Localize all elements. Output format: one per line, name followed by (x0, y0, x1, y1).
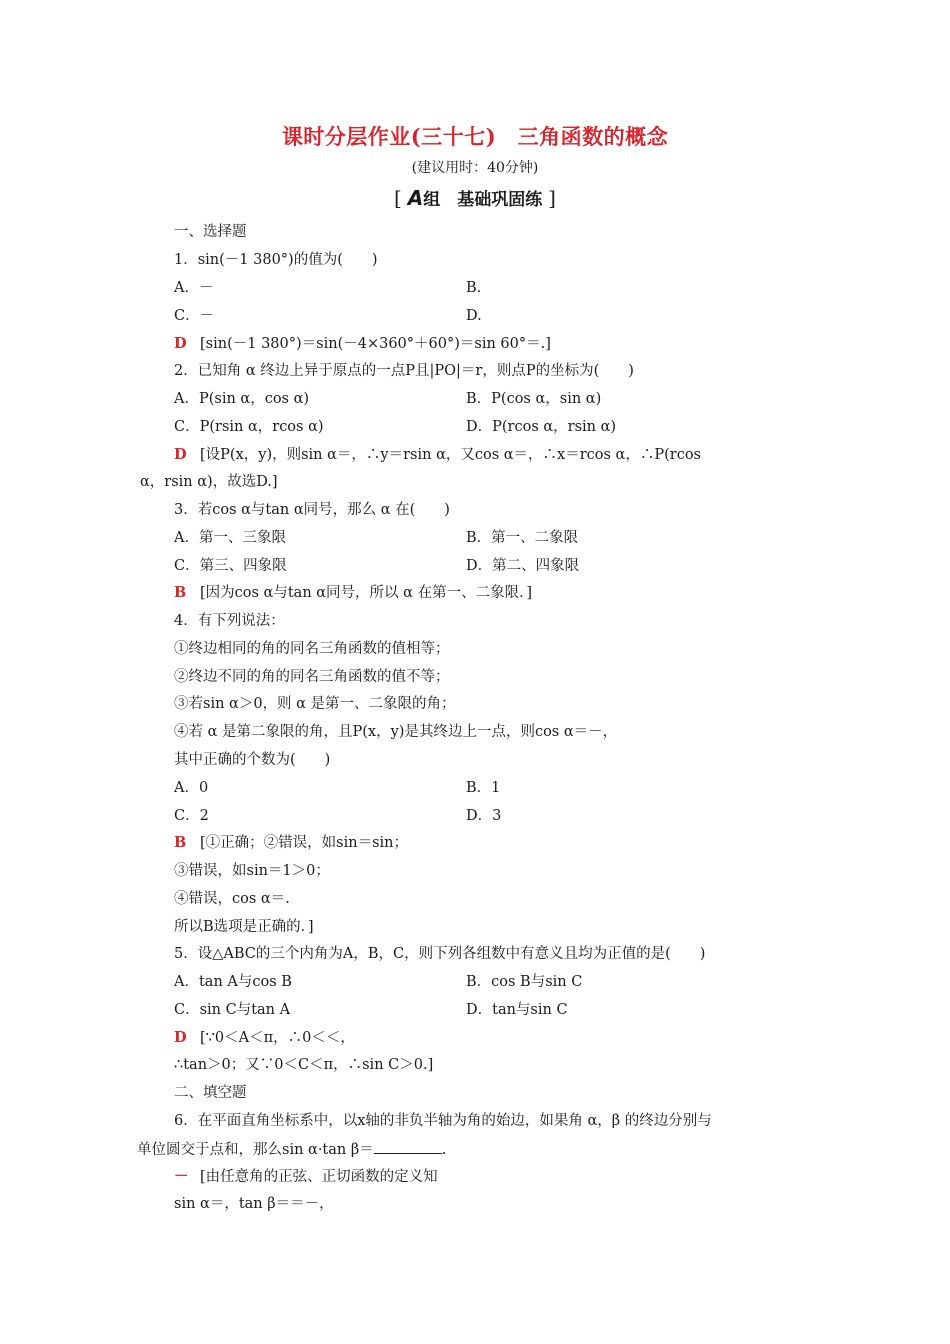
q4-explanation-line1: [①正确；②错误，如sin＝sin； (200, 835, 408, 851)
q6-explanation-line1: [由任意角的正弦、正切函数的定义知 (200, 1169, 438, 1185)
q4-statement-2: ②终边不同的角的同名三角函数的值不等； (174, 669, 450, 685)
q6-stem-line1: 6．在平面直角坐标系中，以x轴的非负半轴为角的始边，如果角 α，β 的终边分别与 (174, 1113, 712, 1129)
group-mark: A (407, 186, 424, 210)
q6-answer: － (174, 1168, 189, 1185)
q5-option-d: D．tan与sin C (466, 1002, 568, 1018)
q6-stem-end: . (441, 1142, 447, 1158)
q4-option-b: B．1 (466, 780, 501, 796)
q5-option-c: C．sin C与tan A (174, 1002, 291, 1018)
q6-stem-line2 (137, 1139, 446, 1160)
q2-option-c: C．P(rsin α，rcos α) (174, 419, 324, 435)
q6-explanation-line2: sin α＝，tan β＝＝－， (174, 1196, 334, 1212)
q3-option-a: A．第一、三象限 (174, 530, 286, 546)
q4-explanation-line3: ④错误，cos α＝. (174, 891, 290, 907)
section-heading-choice: 一、选择题 (174, 224, 247, 240)
q5-solution (174, 1028, 355, 1048)
q5-answer: D (174, 1029, 187, 1046)
q2-explanation-line2: α，rsin α)，故选D.] (140, 474, 278, 490)
group-bracket-left: [ (394, 186, 402, 210)
q4-explanation-line2: ③错误，如sin＝1＞0； (174, 863, 330, 879)
group-bracket-right: ] (548, 186, 556, 210)
q4-explanation-line4: 所以B选项是正确的．] (174, 919, 314, 935)
q1-option-b: B. (466, 280, 482, 296)
q1-answer: D (174, 335, 187, 352)
q1-explanation: [sin(－1 380°)＝sin(－4×360°＋60°)＝sin 60°＝.] (200, 336, 551, 352)
q4-stem: 4．有下列说法： (174, 613, 285, 629)
q3-explanation: [因为cos α与tan α同号，所以 α 在第一、二象限．] (200, 585, 532, 601)
q6-stem-text: 单位圆交于点和，那么sin α·tan β＝ (137, 1142, 374, 1158)
page-title: 课时分层作业(三十七) 三角函数的概念 (281, 124, 669, 149)
q5-option-b: B．cos B与sin C (466, 974, 583, 990)
q1-solution (174, 334, 551, 354)
q5-stem: 5．设△ABC的三个内角为A，B，C，则下列各组数中有意义且均为正值的是( ) (174, 946, 706, 962)
q2-answer: D (174, 446, 187, 463)
q3-solution (174, 583, 532, 603)
q4-statement-1: ①终边相同的角的同名三角函数的值相等； (174, 641, 450, 657)
q4-solution (174, 833, 408, 853)
q4-answer: B (174, 834, 187, 851)
q5-explanation-line1: [∵0＜A＜π，∴0＜＜， (200, 1030, 355, 1046)
q1-option-d: D. (466, 308, 482, 324)
group-label: 组 基础巩固练 (423, 190, 543, 210)
q4-statement-4: ④若 α 是第二象限的角，且P(x，y)是其终边上一点，则cos α＝－， (174, 724, 618, 740)
q4-statement-3: ③若sin α＞0，则 α 是第一、二象限的角； (174, 696, 456, 712)
q2-option-b: B．P(cos α，sin α) (466, 391, 602, 407)
q4-option-a: A．0 (174, 780, 209, 796)
q2-solution (174, 445, 701, 465)
q3-stem: 3．若cos α与tan α同号，那么 α 在( ) (174, 502, 450, 518)
q2-option-d: D．P(rcos α，rsin α) (466, 419, 617, 435)
q2-stem: 2．已知角 α 终边上异于原点的一点P且|PO|＝r，则点P的坐标为( ) (174, 363, 634, 379)
q4-ask: 其中正确的个数为( ) (174, 752, 331, 768)
q5-explanation-line2: ∴tan＞0；又∵0＜C＜π，∴sin C＞0.] (174, 1057, 434, 1073)
q2-explanation-line1: [设P(x，y)，则sin α＝，∴y＝rsin α，又cos α＝，∴x＝rcos α，∴P(rcos (200, 447, 701, 463)
q4-option-c: C．2 (174, 808, 209, 824)
q1-option-c: C．－ (174, 308, 215, 324)
q3-answer: B (174, 584, 187, 601)
q5-option-a: A．tan A与cos B (174, 974, 292, 990)
q1-stem: 1．sin(－1 380°)的值为( ) (174, 252, 378, 268)
q2-option-a: A．P(sin α，cos α) (174, 391, 310, 407)
q6-answer-blank (374, 1139, 442, 1154)
q3-option-b: B．第一、二象限 (466, 530, 579, 546)
q3-option-d: D．第二、四象限 (466, 558, 580, 574)
q3-option-c: C．第三、四象限 (174, 558, 287, 574)
group-heading (0, 185, 950, 210)
suggested-time: (建议用时：40分钟) (411, 160, 539, 176)
section-heading-fill: 二、填空题 (174, 1085, 247, 1101)
q4-option-d: D．3 (466, 808, 502, 824)
q6-solution (174, 1167, 438, 1187)
q1-option-a: A．－ (174, 280, 214, 296)
